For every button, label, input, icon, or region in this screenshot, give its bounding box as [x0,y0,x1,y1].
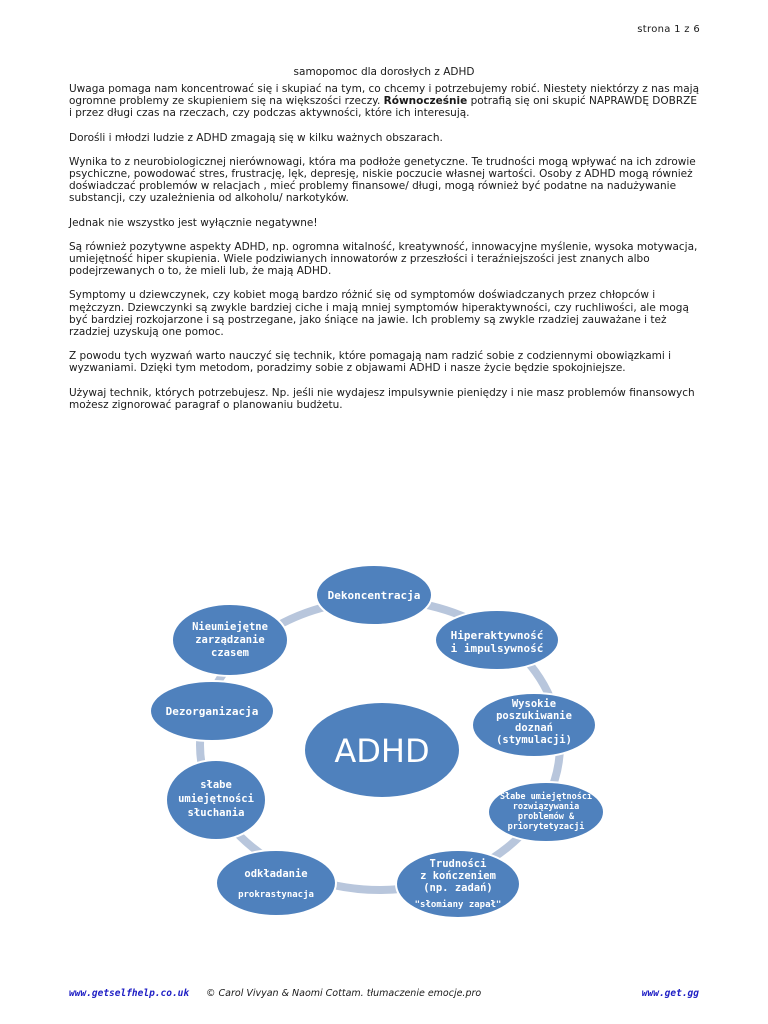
document-title: samopomoc dla dorosłych z ADHD [293,66,475,78]
node-hiperaktywnosc [435,610,559,670]
node-slabe-sluch-line-2: umiejętności [178,793,254,805]
emphasis-word: Równocześnie [383,95,468,108]
footer [69,988,699,1002]
footer-website-link[interactable]: www.getselfhelp.co.uk [69,988,190,999]
adhd-cycle-diagram [140,560,620,930]
node-slabe-rozw-line-3: problemów & [517,812,575,822]
center-label: ADHD [334,732,430,770]
node-dezorganizacja [150,681,274,741]
node-slabe-rozw-line-4: priorytetyzacji [507,822,585,832]
node-slabe-sluch-line-3: słuchania [187,807,245,819]
node-wysokie-line-2: poszukiwanie [496,710,572,722]
paragraph-techniques: Z powodu tych wyzwań warto nauczyć się technik, które pomagają nam radzić sobie z codziennymi obowiązkami i wyzwaniami. Dzięki tym metodom, poradzimy sobie z objawami ADHD i nasze życie będzie spokojniejsze. [69,350,672,375]
paragraph-girls-symptoms: Symptomy u dziewczynek, czy kobiet mogą bardzo różnić się od symptomów doświadczanych przez chłopców i mężczyzn. Dziewczynki są zwykle bardziej ciche i mają mniej symptomów hiperaktywności, czy ruchliwości, ale mogą być bardziej rozkojarzone i są postrzegane, jako śniące na jawie. Ich problemy są zwykle rzadziej zauważane i też rzadziej uzyskują one pomoc. [69,289,689,339]
node-nieumiejetne-line-1: Nieumiejętne [192,621,268,633]
paragraph-positive-aspects: Są również pozytywne aspekty ADHD, np. ogromna witalność, kreatywność, innowacyjne myślenie, wysoka motywacja, umiejętność hiper skupienia. Wiele podziwianych innowatorów z przeszłości i teraźniejszości jest znanych albo podejrzewanych o to, że mieli lub, że mają ADHD. [69,240,698,278]
page-number: strona 1 z 6 [637,24,700,35]
paragraph-attention-start: Uwaga pomaga nam koncentrować się i skupiać na tym, co chcemy i potrzebujemy robić. Niestety niektórzy z nas mają ogromne problemy ze skupieniem się na większości rzeczy. [69,83,700,108]
node-odkladanie-line-1: odkładanie [244,868,308,880]
center-node [304,702,460,798]
node-slabe-rozw-line-1: Słabe umiejętności [499,792,593,802]
node-wysokie-line-3: doznań [515,722,553,734]
paragraph-not-negative: Jednak nie wszystko jest wyłącznie negatywne! [69,216,318,229]
node-slabe-rozwiazywanie [488,782,604,842]
node-trudnosci [396,850,520,918]
node-slabe-sluch-line-1: słabe [200,779,232,791]
node-nieumiejetne-zarzadzanie [172,604,288,676]
paragraph-use-techniques: Używaj technik, których potrzebujesz. Np. jeśli nie wydajesz impulsywnie pieniędzy i nie masz problemów finansowych możesz zignorować paragraf o planowaniu budżetu. [69,386,695,411]
node-dekoncentracja-line-1: Dekoncentracja [327,589,421,602]
paragraph-attention-end: potrafią się oni skupić NAPRAWDĘ DOBRZE i przez długi czas na rzeczach, czy podczas aktywności, które ich interesują. [69,95,697,120]
node-odkladanie [216,850,336,916]
footer-credit: © Carol Vivyan & Naomi Cottam. tłumaczenie emocje.pro [206,988,482,999]
paragraph-attention [69,83,699,120]
node-slabe-rozw-line-2: rozwiązywania [512,802,580,812]
node-hiperaktywnosc-line-1: Hiperaktywność [450,629,544,642]
footer-short-link[interactable]: www.get.gg [641,988,699,999]
node-trudnosci-line-1: Trudności [429,858,487,870]
diagram-canvas [140,560,620,930]
node-dezorganizacja-line-1: Dezorganizacja [165,705,259,718]
node-wysokie-line-4: (stymulacji) [496,734,572,746]
node-odkladanie-line-2: prokrastynacja [238,890,314,900]
node-dekoncentracja [316,565,432,625]
node-nieumiejetne-line-3: czasem [211,647,249,659]
node-nieumiejetne-line-2: zarządzanie [195,634,265,646]
node-wysokie-poszukiwanie [472,693,596,757]
node-hiperaktywnosc-line-2: i impulsywność [450,642,544,655]
node-trudnosci-line-4: "słomiany zapał" [414,900,502,910]
node-wysokie-line-1: Wysokie [511,698,557,710]
node-trudnosci-line-3: (np. zadań) [423,882,493,894]
paragraph-neurobiology: Wynika to z neurobiologicznej nierównowagi, która ma podłoże genetyczne. Te trudności mogą wpływać na ich zdrowie psychiczne, powodować stres, frustrację, lęk, depresję, niskie poczucie własnej wartości. Osoby z ADHD mogą również doświadczać problemów w relacjach , mieć problemy finansowe/ długi, mogą również być podatne na nadużywanie substancji, czy uzależnienia od alkoholu/ narkotyków. [69,155,696,205]
node-slabe-sluchanie [166,760,266,840]
paragraph-areas: Dorośli i młodzi ludzie z ADHD zmagają się w kilku ważnych obszarach. [69,131,443,144]
node-trudnosci-line-2: z kończeniem [420,870,496,882]
document-body [69,83,699,423]
